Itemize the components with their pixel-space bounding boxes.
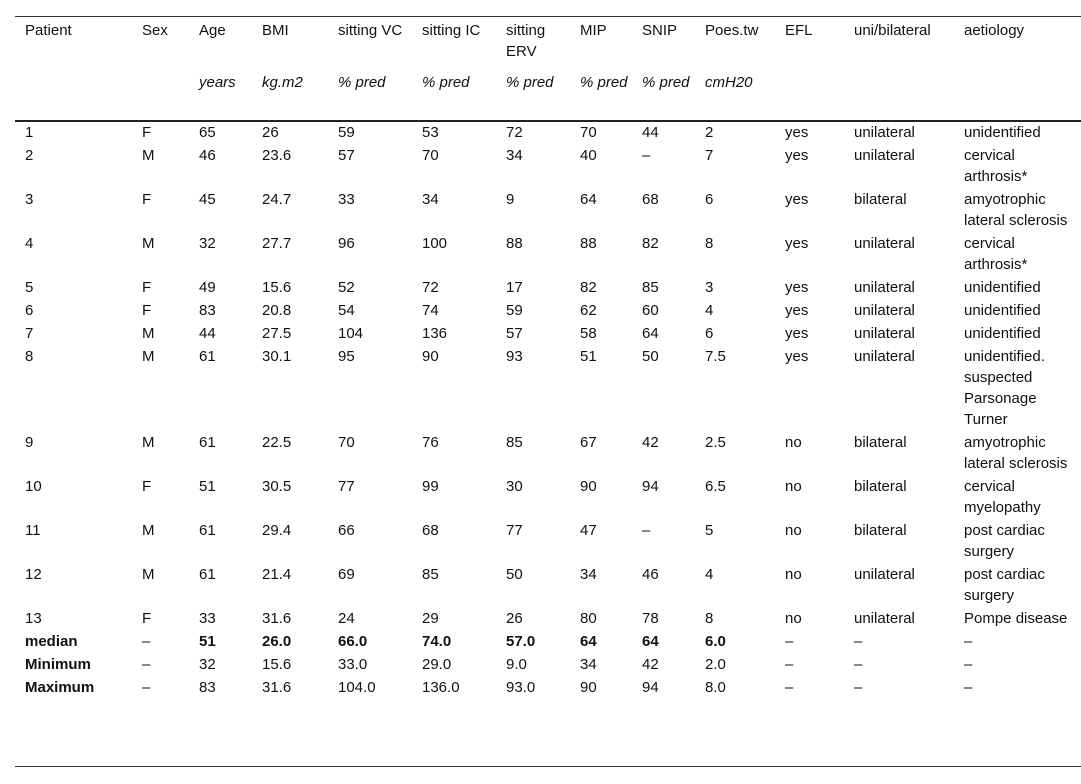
table-cell: 8 [705,235,714,252]
column-unit [132,72,189,118]
table-cell: F [142,124,152,141]
summary-cell: 15.6 [262,656,292,673]
table-cell: yes [785,325,809,342]
table-cell: 76 [422,434,439,451]
table-cell: – [642,147,651,164]
table-cell: 83 [199,302,216,319]
table-cell: 46 [642,566,659,583]
table-cell: 27.7 [262,235,292,252]
summary-cell: – [854,633,863,650]
column-header: sitting VC [338,22,403,39]
table-cell: 52 [338,279,355,296]
summary-row [15,677,1081,700]
table-cell: 40 [580,147,597,164]
table-cell: unilateral [854,147,915,164]
table-cell: 6 [705,191,714,208]
table-cell: 74 [422,302,439,319]
table-cell: yes [785,124,809,141]
table-cell: 9 [25,434,34,451]
table-cell: 23.6 [262,147,292,164]
table-cell: 26 [262,124,279,141]
column-unit: % pred [422,74,470,91]
table-cell: M [142,522,155,539]
table-cell: amyotrophic lateral sclerosis [964,434,1068,472]
table-cell: 136 [422,325,448,342]
table-cell: 68 [422,522,439,539]
table-cell: 51 [199,478,216,495]
summary-cell: 64 [580,633,597,650]
table-cell: 34 [506,147,523,164]
table-cell: unilateral [854,566,915,583]
table-cell: unilateral [854,124,915,141]
summary-cell: 74.0 [422,633,452,650]
table-cell: 3 [25,191,34,208]
table-cell: 9 [506,191,515,208]
table-cell: 42 [642,434,659,451]
column-header: uni/bilateral [854,22,931,39]
summary-cell: Maximum [25,679,95,696]
summary-cell: 83 [199,679,216,696]
table-cell: 8 [705,610,714,627]
summary-cell: 42 [642,656,659,673]
table-cell: post cardiac surgery [964,566,1045,604]
summary-cell: – [142,656,151,673]
table-cell: 65 [199,124,216,141]
table-cell: bilateral [854,478,907,495]
table-cell: cervical arthrosis* [964,147,1028,185]
table-cell: 85 [422,566,439,583]
table-cell: 104 [338,325,364,342]
table-cell: unidentified [964,325,1041,342]
table-cell: M [142,348,155,365]
table-cell: 7 [705,147,714,164]
column-unit [15,72,132,118]
table-cell: 45 [199,191,216,208]
column-header: Sex [142,22,168,39]
column-header: BMI [262,22,289,39]
table-cell: 7.5 [705,348,726,365]
summary-cell: 64 [642,633,659,650]
summary-cell: 93.0 [506,679,536,696]
table-cell: 2 [25,147,34,164]
table-row [15,189,1081,233]
summary-cell: 9.0 [506,656,527,673]
top-rule [15,16,1081,17]
summary-cell: 94 [642,679,659,696]
summary-cell: 32 [199,656,216,673]
table-cell: 6 [25,302,34,319]
summary-cell: – [964,656,973,673]
column-unit [775,72,844,118]
units-row [15,72,1081,118]
table-cell: 64 [642,325,659,342]
table-cell: 70 [338,434,355,451]
table-cell: 15.6 [262,279,292,296]
table-cell: 1 [25,124,34,141]
table-cell: 50 [642,348,659,365]
table-cell: 82 [580,279,597,296]
summary-cell: 57.0 [506,633,536,650]
table-cell: 50 [506,566,523,583]
summary-cell: 33.0 [338,656,368,673]
table-cell: 99 [422,478,439,495]
column-unit [954,72,1081,118]
table-cell: bilateral [854,434,907,451]
table-cell: 30 [506,478,523,495]
table-cell: 88 [580,235,597,252]
table-cell: 30.1 [262,348,292,365]
table-cell: Pompe disease [964,610,1068,627]
table-cell: no [785,522,802,539]
table-cell: unidentified [964,279,1041,296]
table-cell: no [785,434,802,451]
table-cell: 26 [506,610,523,627]
table-cell: 49 [199,279,216,296]
summary-cell: – [785,679,794,696]
table-cell: 5 [25,279,34,296]
table-cell: 58 [580,325,597,342]
table-cell: 11 [25,522,41,539]
table-cell: – [642,522,651,539]
header-row [15,20,1081,72]
table-cell: 96 [338,235,355,252]
column-header: Patient [25,22,72,39]
summary-cell: – [854,679,863,696]
table-cell: 85 [642,279,659,296]
table-cell: 94 [642,478,659,495]
table-cell: no [785,566,802,583]
table-cell: 3 [705,279,714,296]
table-cell: 8 [25,348,34,365]
table-cell: 21.4 [262,566,292,583]
table-cell: 62 [580,302,597,319]
table-cell: F [142,302,152,319]
table-cell: unilateral [854,348,915,365]
table-cell: 70 [580,124,597,141]
table-cell: yes [785,235,809,252]
table-cell: 53 [422,124,439,141]
summary-cell: 26.0 [262,633,292,650]
table-cell: 4 [705,302,714,319]
table-row [15,277,1081,300]
table-cell: 70 [422,147,439,164]
column-unit: years [199,74,236,91]
table-cell: 10 [25,478,42,495]
table-cell: 90 [422,348,439,365]
column-unit: % pred [338,74,386,91]
summary-cell: 90 [580,679,597,696]
table-cell: 47 [580,522,597,539]
table-cell: 54 [338,302,355,319]
column-header: sitting IC [422,22,481,39]
table-cell: 33 [199,610,216,627]
column-header: SNIP [642,22,678,39]
table-cell: 61 [199,566,216,583]
table-cell: cervical myelopathy [964,478,1041,516]
table-cell: 66 [338,522,355,539]
table-body [15,118,1081,700]
summary-cell: 6.0 [705,633,726,650]
table-cell: 61 [199,434,216,451]
table-cell: 57 [506,325,523,342]
table-cell: M [142,325,155,342]
summary-cell: – [142,633,151,650]
table-cell: 24.7 [262,191,292,208]
table-row [15,520,1081,564]
table-cell: unilateral [854,279,915,296]
table-row [15,300,1081,323]
table-cell: 88 [506,235,523,252]
table-cell: 13 [25,610,42,627]
table-cell: F [142,610,152,627]
table-cell: 2 [705,124,714,141]
table-cell: 29 [422,610,439,627]
table-cell: 6 [705,325,714,342]
table-cell: yes [785,279,809,296]
table-cell: 59 [338,124,355,141]
table-cell: M [142,434,155,451]
summary-cell: 104.0 [338,679,376,696]
column-header: aetiology [964,22,1025,39]
column-unit [844,72,954,118]
table-cell: 85 [506,434,523,451]
table-cell: unidentified [964,124,1041,141]
table-cell: F [142,191,152,208]
table-cell: 46 [199,147,216,164]
summary-cell: 2.0 [705,656,726,673]
table-row [15,432,1081,476]
table-cell: 5 [705,522,714,539]
summary-cell: 8.0 [705,679,726,696]
summary-cell: 29.0 [422,656,452,673]
summary-cell: 31.6 [262,679,292,696]
table-cell: unidentified [964,302,1041,319]
table-cell: unilateral [854,235,915,252]
table-cell: unidentified. suspected Parsonage Turner [964,348,1045,428]
table-cell: M [142,235,155,252]
summary-cell: Minimum [25,656,91,673]
table-cell: 17 [506,279,523,296]
table-cell: 20.8 [262,302,292,319]
summary-cell: – [964,679,973,696]
table-cell: 27.5 [262,325,292,342]
table-cell: bilateral [854,191,907,208]
summary-row [15,654,1081,677]
table-row [15,323,1081,346]
table-cell: unilateral [854,325,915,342]
column-header: Poes.tw [705,22,759,39]
table-cell: unilateral [854,302,915,319]
summary-cell: 34 [580,656,597,673]
table-cell: 44 [199,325,216,342]
table-cell: no [785,610,802,627]
table-cell: cervical arthrosis* [964,235,1028,273]
table-cell: 59 [506,302,523,319]
column-header: MIP [580,22,607,39]
table-cell: 34 [422,191,439,208]
column-unit: cmH20 [705,74,753,91]
table-cell: 34 [580,566,597,583]
table-cell: 33 [338,191,355,208]
table-cell: 90 [580,478,597,495]
table-cell: M [142,566,155,583]
table-cell: 72 [422,279,439,296]
table-cell: 30.5 [262,478,292,495]
summary-cell: – [142,679,151,696]
table-cell: 95 [338,348,355,365]
table-cell: amyotrophic lateral sclerosis [964,191,1068,229]
table-cell: 7 [25,325,34,342]
column-unit: % pred [580,74,628,91]
table-cell: 82 [642,235,659,252]
table-cell: 6.5 [705,478,726,495]
table-row [15,145,1081,189]
table-cell: post cardiac surgery [964,522,1045,560]
table-cell: 72 [506,124,523,141]
patient-table [15,20,1081,700]
table-cell: F [142,478,152,495]
table-row [15,346,1081,432]
table-cell: 57 [338,147,355,164]
table-cell: 32 [199,235,216,252]
summary-row [15,631,1081,654]
table-cell: 24 [338,610,355,627]
table-cell: 77 [338,478,355,495]
column-header: sitting ERV [506,22,546,60]
table-cell: 12 [25,566,42,583]
table-cell: 68 [642,191,659,208]
table-cell: 80 [580,610,597,627]
table-row [15,608,1081,631]
table-cell: unilateral [854,610,915,627]
column-unit: kg.m2 [262,74,303,91]
table-cell: 29.4 [262,522,292,539]
bottom-rule [15,766,1081,767]
table-cell: 100 [422,235,448,252]
table-cell: 69 [338,566,355,583]
summary-cell: 66.0 [338,633,368,650]
summary-cell: – [785,633,794,650]
table-cell: M [142,147,155,164]
summary-cell: – [785,656,794,673]
table-cell: 31.6 [262,610,292,627]
table-row [15,564,1081,608]
summary-cell: – [964,633,973,650]
table-cell: 60 [642,302,659,319]
table-cell: 4 [705,566,714,583]
table-row [15,118,1081,145]
table-cell: no [785,478,802,495]
table-cell: 61 [199,348,216,365]
table-cell: 51 [580,348,597,365]
table-cell: 93 [506,348,523,365]
table-cell: yes [785,147,809,164]
column-header: Age [199,22,226,39]
table-cell: yes [785,191,809,208]
table-cell: 77 [506,522,523,539]
table-cell: 61 [199,522,216,539]
summary-cell: – [854,656,863,673]
table-cell: 78 [642,610,659,627]
table-cell: yes [785,348,809,365]
table-cell: 44 [642,124,659,141]
table-cell: bilateral [854,522,907,539]
table-cell: yes [785,302,809,319]
table-row [15,233,1081,277]
table-cell: 67 [580,434,597,451]
table-cell: 64 [580,191,597,208]
table-row [15,476,1081,520]
summary-cell: 136.0 [422,679,460,696]
column-unit: % pred [506,74,554,91]
table-cell: 22.5 [262,434,292,451]
table-cell: 4 [25,235,34,252]
column-header: EFL [785,22,813,39]
table-cell: F [142,279,152,296]
table-cell: 2.5 [705,434,726,451]
column-unit: % pred [642,74,690,91]
summary-cell: median [25,633,78,650]
summary-cell: 51 [199,633,216,650]
